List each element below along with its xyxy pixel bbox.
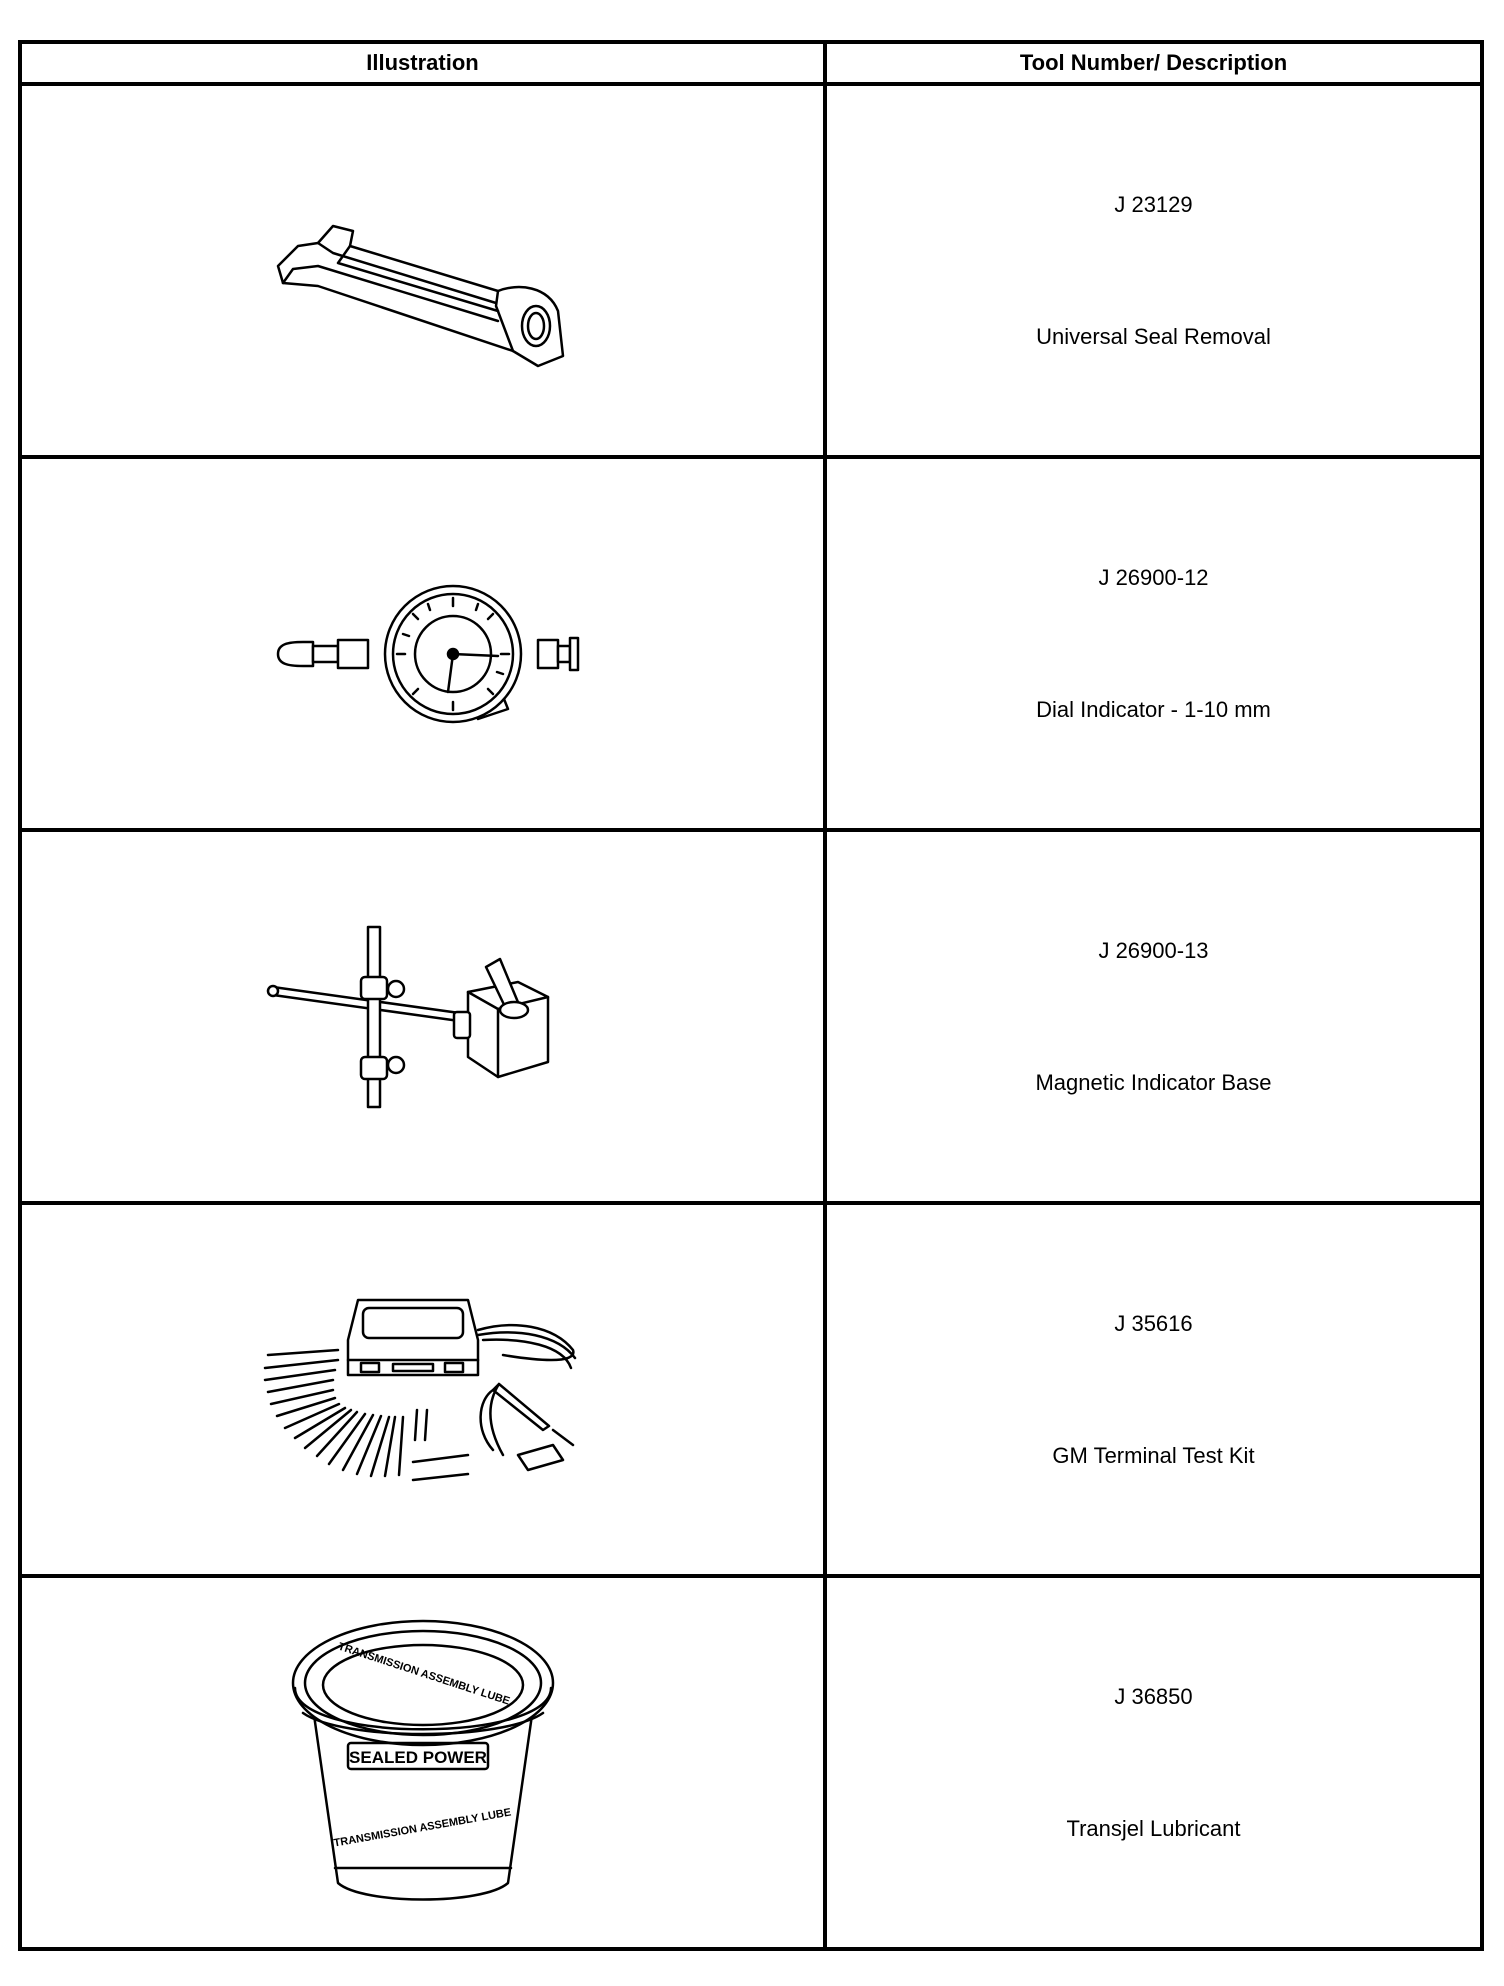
table-row [20,1203,1482,1576]
tool-number: J 26900-12 [1098,564,1209,590]
seal-remover-icon [258,171,588,371]
lid-label: TRANSMISSION ASSEMBLY LUBE [336,1640,511,1708]
tool-description: Universal Seal Removal [1036,323,1271,349]
tub-body-label: TRANSMISSION ASSEMBLY LUBE [332,1806,512,1850]
table-header-row [20,42,1482,84]
table-row [20,830,1482,1203]
illustration-cell [20,830,825,1203]
tool-description: GM Terminal Test Kit [1052,1442,1255,1468]
tool-description-cell [825,1576,1482,1949]
tool-description: Transjel Lubricant [1066,1815,1241,1841]
tool-number: J 36850 [1114,1683,1193,1709]
tool-description-cell [825,457,1482,830]
brand-label: SEALED POWER [348,1747,487,1767]
table-row [20,1576,1482,1949]
tool-description-cell [825,830,1482,1203]
illustration-cell [20,1576,825,1949]
tool-number: J 23129 [1114,191,1193,217]
magnetic-base-icon [258,917,588,1117]
dial-indicator-icon [258,544,588,744]
header-illustration: Illustration [20,42,825,84]
header-tool-number-description: Tool Number/ Description [825,42,1482,84]
tool-description-cell [825,1203,1482,1576]
tool-number: J 35616 [1114,1310,1193,1336]
table-row [20,457,1482,830]
tool-number: J 26900-13 [1098,937,1209,963]
terminal-test-kit-icon [253,1280,593,1500]
tool-description: Dial Indicator - 1-10 mm [1036,696,1271,722]
special-tools-table [18,40,1484,1951]
tool-description: Magnetic Indicator Base [1035,1069,1272,1095]
illustration-cell [20,84,825,457]
illustration-cell [20,1203,825,1576]
illustration-cell [20,457,825,830]
table-row [20,84,1482,457]
tool-description-cell [825,84,1482,457]
lubricant-tub-icon [283,1613,563,1913]
